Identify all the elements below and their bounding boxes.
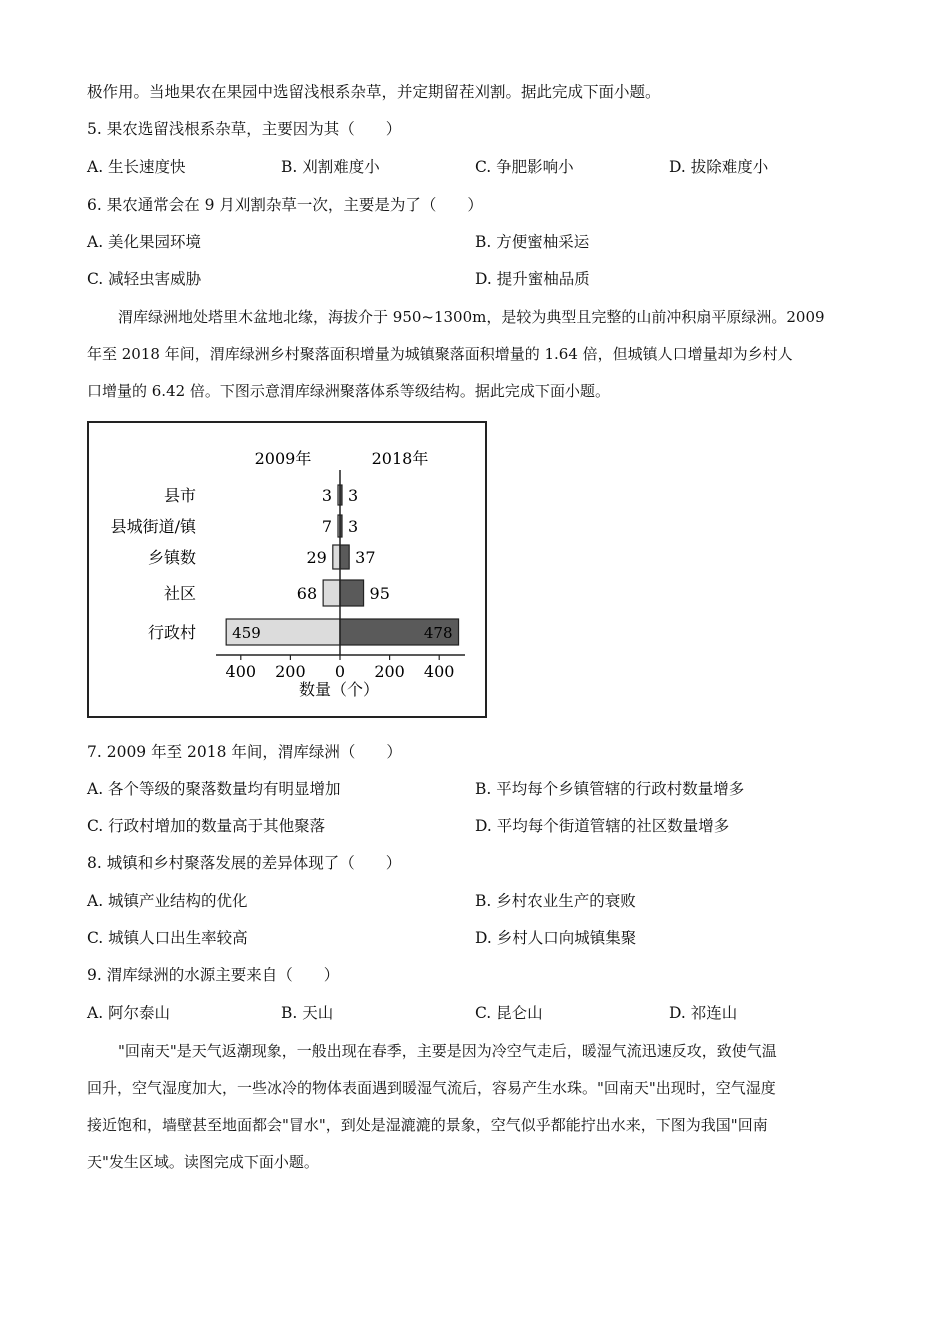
question-7-stem: 7. 2009 年至 2018 年间，渭库绿洲（ ） bbox=[87, 743, 402, 761]
chart-bar-2009 bbox=[323, 580, 340, 606]
question-8-option-a: A. 城镇产业结构的优化 bbox=[87, 892, 248, 910]
passage-3-line-1: "回南天"是天气返潮现象，一般出现在春季，主要是因为冷空气走后，暖湿气流迅速反攻，致使气温 bbox=[118, 1042, 777, 1060]
question-8-option-d: D. 乡村人口向城镇集聚 bbox=[475, 929, 637, 947]
chart-x-tick-label: 400 bbox=[423, 662, 455, 681]
chart-x-tick-label: 200 bbox=[275, 662, 306, 681]
chart-svg bbox=[89, 423, 485, 716]
question-7-option-a: A. 各个等级的聚落数量均有明显增加 bbox=[87, 780, 341, 798]
chart-value-label-2018: 3 bbox=[348, 517, 359, 536]
question-6-option-c: C. 减轻虫害威胁 bbox=[87, 270, 202, 288]
question-9-option-a: A. 阿尔泰山 bbox=[87, 1004, 171, 1022]
chart-x-tick-label: 400 bbox=[225, 662, 257, 681]
chart-value-label-2009: 3 bbox=[321, 486, 332, 505]
question-7-option-b: B. 平均每个乡镇管辖的行政村数量增多 bbox=[475, 780, 745, 798]
chart-right-year-label: 2018年 bbox=[371, 449, 429, 468]
chart-value-label-2018: 3 bbox=[348, 486, 359, 505]
question-7-option-c: C. 行政村增加的数量高于其他聚落 bbox=[87, 817, 326, 835]
chart-value-label-2009: 7 bbox=[321, 517, 332, 536]
question-5-option-c: C. 争肥影响小 bbox=[475, 158, 574, 176]
chart-value-label-2018: 95 bbox=[369, 584, 390, 603]
passage-2-line-2: 年至 2018 年间，渭库绿洲乡村聚落面积增量为城镇聚落面积增量的 1.64 倍，但城镇人口增量却为乡村人 bbox=[87, 345, 793, 363]
chart-x-axis-label: 数量（个） bbox=[298, 680, 380, 699]
question-5-option-b: B. 刈割难度小 bbox=[281, 158, 380, 176]
question-5-option-d: D. 拔除难度小 bbox=[669, 158, 769, 176]
chart-value-label-2009: 68 bbox=[296, 584, 318, 603]
question-9-option-d: D. 祁连山 bbox=[669, 1004, 738, 1022]
settlement-hierarchy-chart bbox=[87, 421, 487, 718]
question-5-stem: 5. 果农选留浅根系杂草，主要因为其（ ） bbox=[87, 120, 402, 138]
question-8-stem: 8. 城镇和乡村聚落发展的差异体现了（ ） bbox=[87, 854, 402, 872]
chart-value-label-2018: 37 bbox=[355, 548, 376, 567]
chart-bar-2018 bbox=[340, 580, 364, 606]
chart-value-label-2009: 459 bbox=[232, 624, 261, 642]
passage-intro-tail: 极作用。当地果农在果园中选留浅根系杂草，并定期留茬刈割。据此完成下面小题。 bbox=[87, 83, 661, 101]
passage-2-line-3: 口增量的 6.42 倍。下图示意渭库绿洲聚落体系等级结构。据此完成下面小题。 bbox=[87, 382, 610, 400]
question-6-option-a: A. 美化果园环境 bbox=[87, 233, 202, 251]
chart-category-label: 县市 bbox=[163, 486, 196, 505]
question-9-option-b: B. 天山 bbox=[281, 1004, 334, 1022]
passage-2-line-1: 渭库绿洲地处塔里木盆地北缘，海拔介于 950~1300m，是较为典型且完整的山前冲积扇平原绿洲。2009 bbox=[118, 308, 825, 326]
question-9-stem: 9. 渭库绿洲的水源主要来自（ ） bbox=[87, 966, 340, 984]
passage-3-line-3: 接近饱和，墙壁甚至地面都会"冒水"，到处是湿漉漉的景象，空气似乎都能拧出水来，下图为我国"回南 bbox=[87, 1116, 768, 1134]
chart-x-tick-label: 0 bbox=[334, 662, 346, 681]
chart-value-label-2009: 29 bbox=[306, 548, 327, 567]
chart-category-label: 行政村 bbox=[147, 623, 196, 642]
question-9-option-c: C. 昆仑山 bbox=[475, 1004, 543, 1022]
question-6-option-d: D. 提升蜜柚品质 bbox=[475, 270, 590, 288]
question-5-option-a: A. 生长速度快 bbox=[87, 158, 186, 176]
passage-3-line-2: 回升，空气湿度加大，一些冰冷的物体表面遇到暖湿气流后，容易产生水珠。"回南天"出现时，空气湿度 bbox=[87, 1079, 776, 1097]
chart-bar-2009 bbox=[333, 545, 340, 569]
question-8-option-b: B. 乡村农业生产的衰败 bbox=[475, 892, 636, 910]
passage-3-line-4: 天"发生区域。读图完成下面小题。 bbox=[87, 1153, 319, 1171]
chart-x-tick-label: 200 bbox=[374, 662, 405, 681]
chart-value-label-2018: 478 bbox=[423, 624, 453, 642]
chart-category-label: 社区 bbox=[163, 584, 196, 603]
chart-left-year-label: 2009年 bbox=[254, 449, 312, 468]
question-6-stem: 6. 果农通常会在 9 月刈割杂草一次，主要是为了（ ） bbox=[87, 196, 483, 214]
question-7-option-d: D. 平均每个街道管辖的社区数量增多 bbox=[475, 817, 730, 835]
question-8-option-c: C. 城镇人口出生率较高 bbox=[87, 929, 248, 947]
question-6-option-b: B. 方便蜜柚采运 bbox=[475, 233, 590, 251]
chart-category-label: 县城街道/镇 bbox=[110, 517, 196, 536]
chart-category-label: 乡镇数 bbox=[147, 548, 196, 567]
chart-bar-2018 bbox=[340, 545, 349, 569]
